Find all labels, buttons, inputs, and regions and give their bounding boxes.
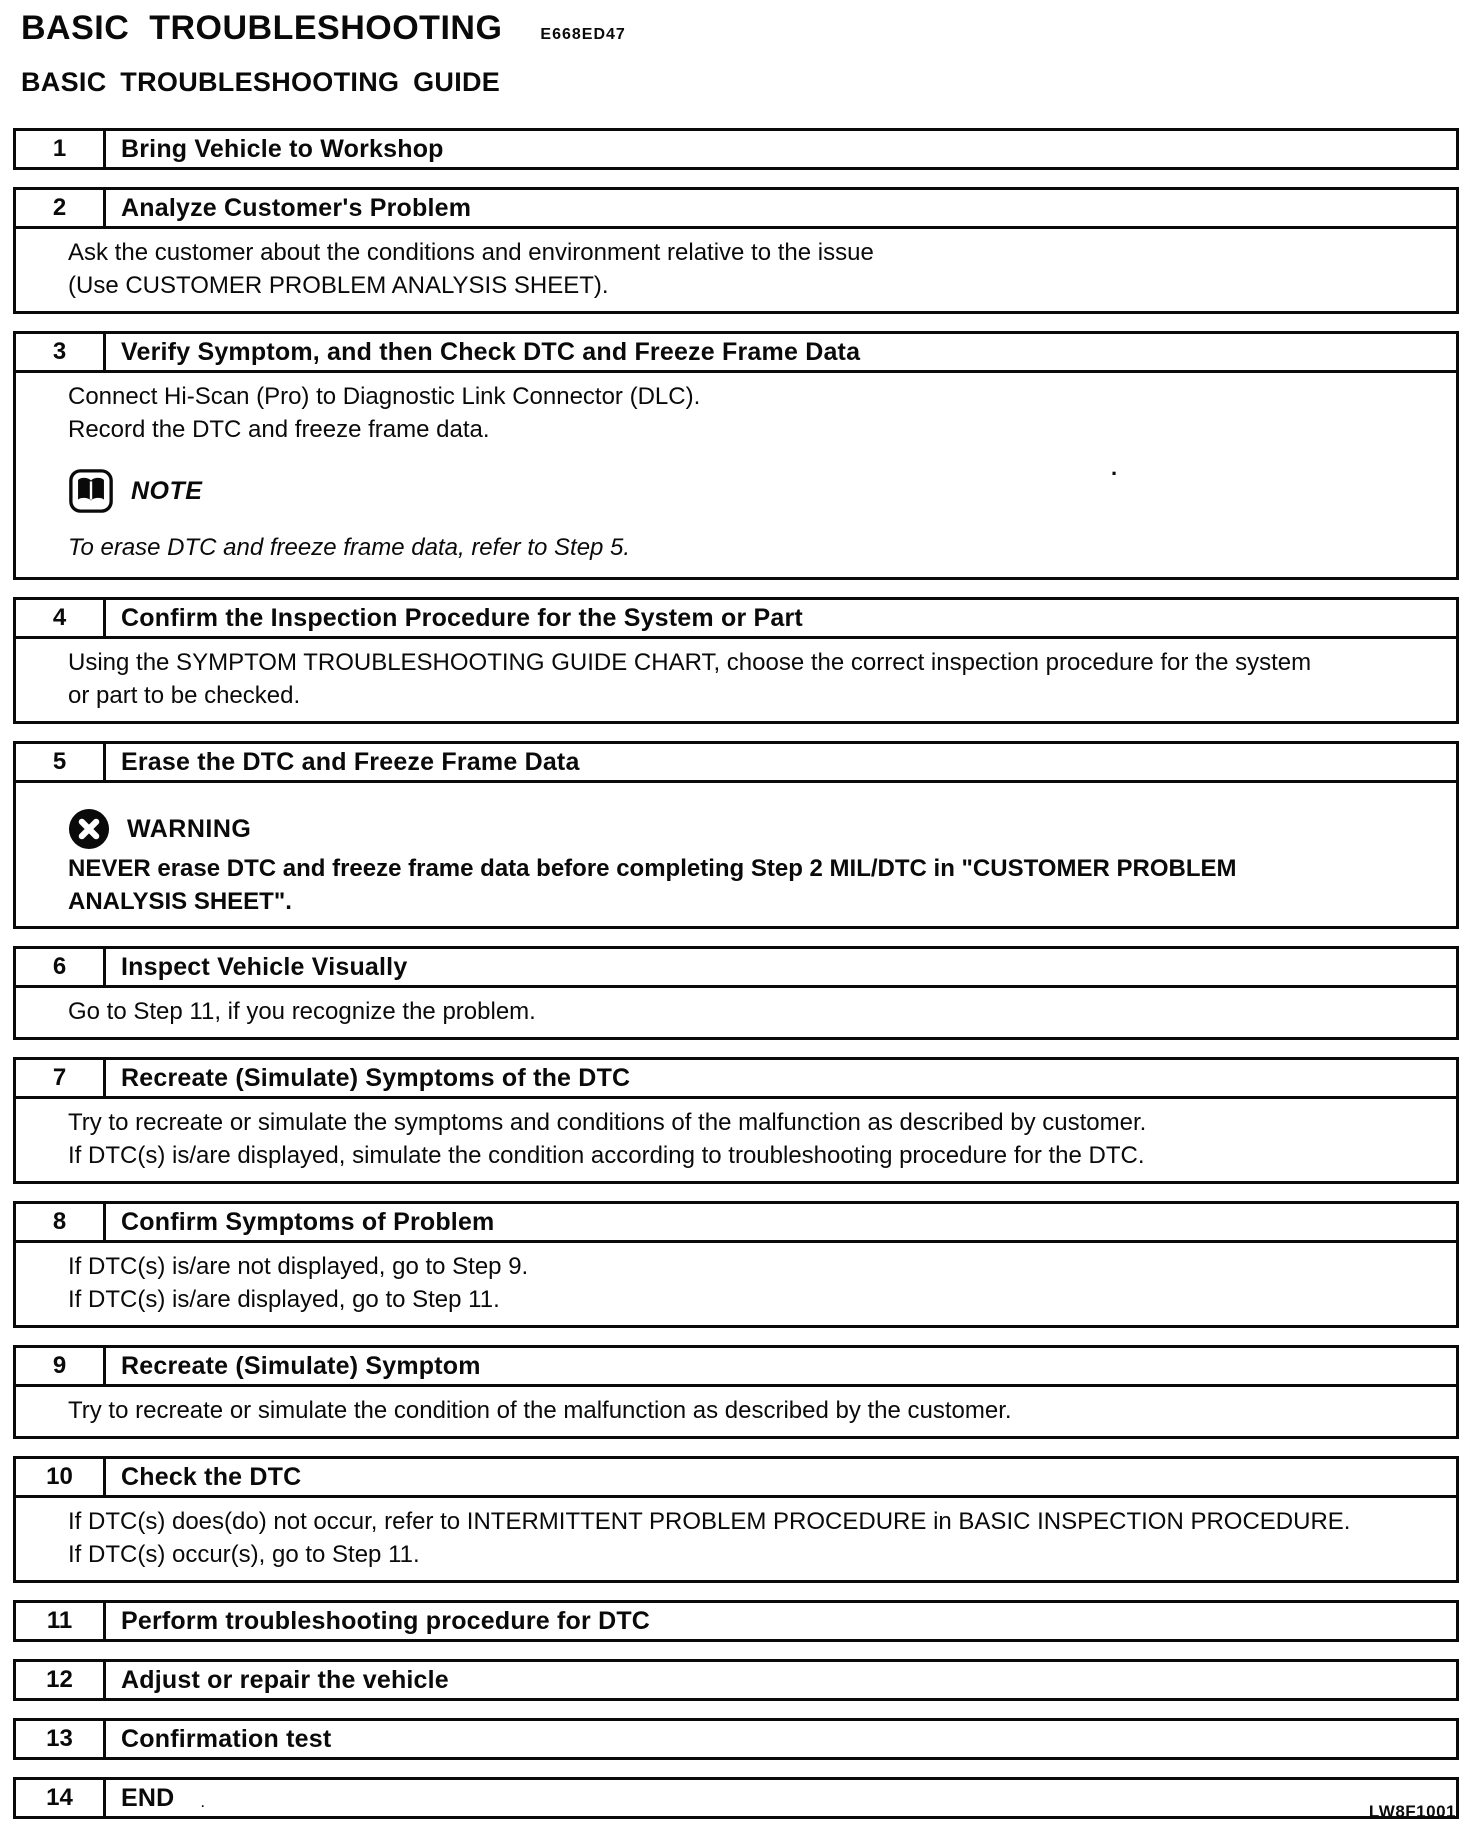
step-body	[16, 1495, 1456, 1580]
step-title: Verify Symptom, and then Check DTC and Freeze Frame Data	[121, 337, 861, 366]
step-number: 2	[16, 190, 106, 226]
note-row	[68, 468, 1440, 514]
step-body-line: Go to Step 11, if you recognize the problem.	[68, 998, 536, 1025]
step-header	[16, 1348, 1456, 1384]
step-8	[13, 1201, 1459, 1328]
x-circle-icon	[68, 808, 110, 850]
step-number: 1	[16, 131, 106, 167]
step-number: 9	[16, 1348, 106, 1384]
step-14	[13, 1777, 1459, 1819]
step-body-line: If DTC(s) is/are displayed, simulate the condition according to troubleshooting procedure for the DTC.	[68, 1142, 1145, 1169]
step-title: Confirm the Inspection Procedure for the System or Part	[121, 603, 803, 632]
step-5	[13, 741, 1459, 929]
step-header	[16, 1780, 1456, 1816]
step-body	[16, 226, 1456, 311]
step-2	[13, 187, 1459, 314]
step-title: END .	[106, 1780, 205, 1816]
stray-dot-artifact: .	[1111, 455, 1118, 480]
warning-text-line: NEVER erase DTC and freeze frame data before completing Step 2 MIL/DTC in "CUSTOMER PROBLEM	[68, 855, 1237, 882]
step-number: 4	[16, 600, 106, 636]
step-13	[13, 1718, 1459, 1760]
step-header	[16, 1459, 1456, 1495]
page-title: BASIC TROUBLESHOOTING	[21, 9, 503, 47]
step-11	[13, 1600, 1459, 1642]
step-header	[16, 949, 1456, 985]
step-header	[16, 334, 1456, 370]
step-body	[16, 985, 1456, 1037]
step-body	[16, 1240, 1456, 1325]
step-10	[13, 1456, 1459, 1583]
warning-row	[68, 808, 1440, 850]
figure-code: LW8F1001	[1368, 1802, 1456, 1821]
step-body-line: Ask the customer about the conditions and environment relative to the issue	[68, 239, 874, 266]
step-number: 8	[16, 1204, 106, 1240]
step-body	[16, 370, 1456, 577]
step-title: Perform troubleshooting procedure for DTC	[121, 1606, 651, 1635]
step-body	[16, 1384, 1456, 1436]
step-3	[13, 331, 1459, 580]
step-body-line: Try to recreate or simulate the symptoms and conditions of the malfunction as described by customer.	[68, 1109, 1147, 1136]
step-number: 5	[16, 744, 106, 780]
step-9	[13, 1345, 1459, 1439]
step-1	[13, 128, 1459, 170]
step-body-line: If DTC(s) does(do) not occur, refer to INTERMITTENT PROBLEM PROCEDURE in BASIC INSPECTION PROCEDURE.	[68, 1508, 1351, 1535]
step-title: Recreate (Simulate) Symptom	[121, 1351, 481, 1380]
step-4	[13, 597, 1459, 724]
step-header	[16, 131, 1456, 167]
stray-period-artifact: .	[200, 1792, 206, 1811]
step-number: 11	[16, 1603, 106, 1639]
step-header	[16, 1060, 1456, 1096]
step-body-line: Record the DTC and freeze frame data.	[68, 416, 490, 443]
note-label: NOTE	[131, 476, 203, 505]
step-header	[16, 1662, 1456, 1698]
step-body-line: or part to be checked.	[68, 682, 301, 709]
step-header	[16, 1204, 1456, 1240]
warning-label: WARNING	[127, 814, 252, 843]
step-header	[16, 1721, 1456, 1757]
step-7	[13, 1057, 1459, 1184]
step-header	[16, 600, 1456, 636]
step-number: 13	[16, 1721, 106, 1757]
step-number: 3	[16, 334, 106, 370]
step-title: Bring Vehicle to Workshop	[121, 134, 444, 163]
section-title: BASIC TROUBLESHOOTING GUIDE	[21, 67, 501, 97]
step-body-line: Try to recreate or simulate the condition of the malfunction as described by the customer.	[68, 1397, 1012, 1424]
step-title: Recreate (Simulate) Symptoms of the DTC	[121, 1063, 631, 1092]
step-body	[16, 780, 1456, 926]
step-body-line: Using the SYMPTOM TROUBLESHOOTING GUIDE CHART, choose the correct inspection procedure for the system	[68, 649, 1312, 676]
step-body-line: If DTC(s) occur(s), go to Step 11.	[68, 1541, 420, 1568]
step-12	[13, 1659, 1459, 1701]
step-title: Adjust or repair the vehicle	[121, 1665, 449, 1694]
step-header	[16, 744, 1456, 780]
page-header	[13, 8, 1459, 48]
step-body-line: If DTC(s) is/are not displayed, go to Step 9.	[68, 1253, 529, 1280]
step-title: Confirmation test	[121, 1724, 332, 1753]
step-body	[16, 636, 1456, 721]
open-book-icon	[68, 468, 114, 514]
step-header	[16, 1603, 1456, 1639]
step-body-line: If DTC(s) is/are displayed, go to Step 11.	[68, 1286, 500, 1313]
page-title-code: E668ED47	[540, 26, 626, 43]
step-number: 7	[16, 1060, 106, 1096]
step-title: Analyze Customer's Problem	[121, 193, 472, 222]
step-body-line: Connect Hi-Scan (Pro) to Diagnostic Link Connector (DLC).	[68, 383, 701, 410]
step-6	[13, 946, 1459, 1040]
step-header	[16, 190, 1456, 226]
step-number: 10	[16, 1459, 106, 1495]
step-number: 6	[16, 949, 106, 985]
warning-text-line: ANALYSIS SHEET".	[68, 888, 292, 915]
step-title: Confirm Symptoms of Problem	[121, 1207, 495, 1236]
step-number: 14	[16, 1780, 106, 1816]
step-number: 12	[16, 1662, 106, 1698]
step-body	[16, 1096, 1456, 1181]
step-title: Erase the DTC and Freeze Frame Data	[121, 747, 580, 776]
note-text: To erase DTC and freeze frame data, refer to Step 5.	[68, 534, 631, 561]
step-title: Inspect Vehicle Visually	[121, 952, 408, 981]
step-title: Check the DTC	[121, 1462, 302, 1491]
step-body-line: (Use CUSTOMER PROBLEM ANALYSIS SHEET).	[68, 272, 609, 299]
steps-list	[13, 128, 1459, 1819]
